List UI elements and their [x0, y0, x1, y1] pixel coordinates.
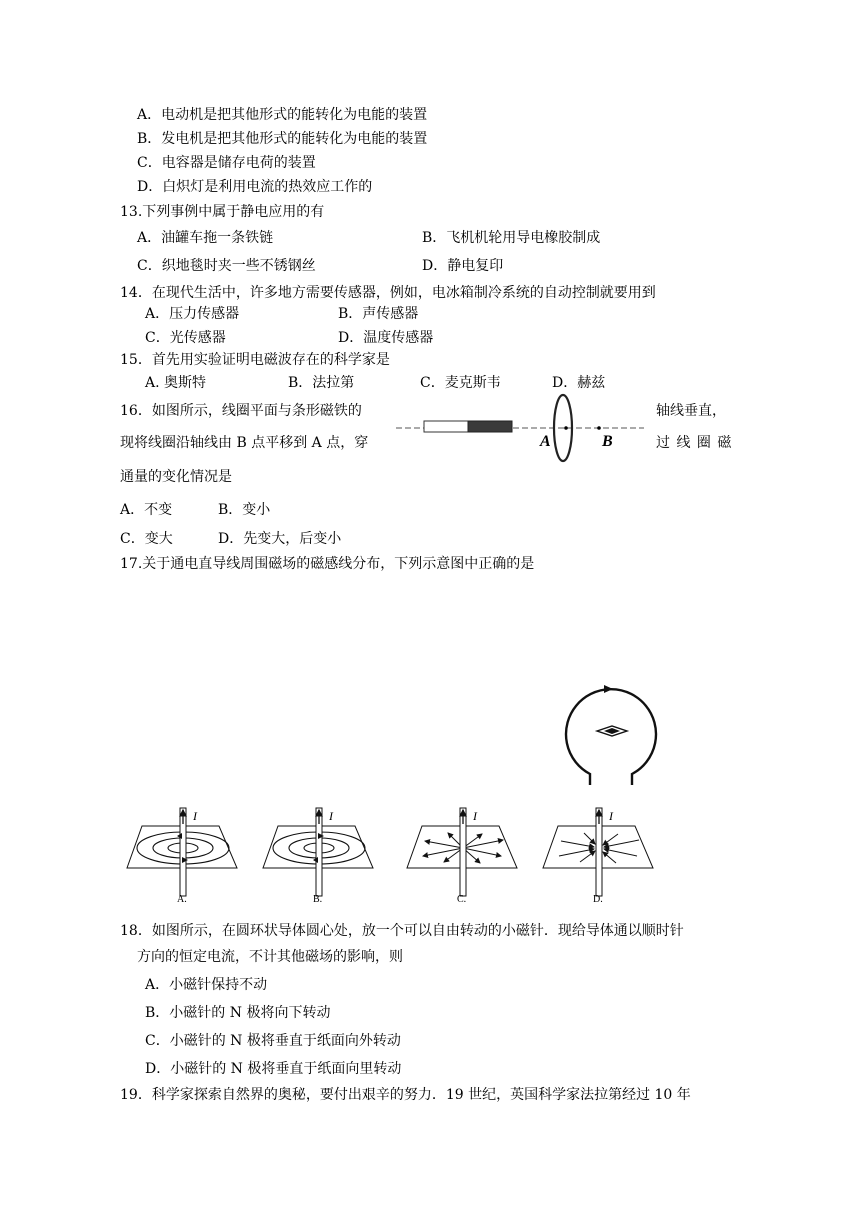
- q15-option-a: A. 奥斯特: [145, 375, 207, 391]
- current-label-a: I: [193, 809, 197, 823]
- label-b: B: [602, 433, 613, 450]
- q16-option-a: A．不变: [120, 502, 173, 518]
- q14-option-b: B．声传感器: [338, 306, 419, 322]
- point-b-dot: [597, 426, 601, 430]
- q16-option-c: C．变大: [120, 531, 173, 547]
- bar-magnet: [424, 421, 512, 432]
- q14-option-d: D．温度传感器: [338, 330, 434, 346]
- q17-figures: [120, 804, 740, 904]
- q17-stem: 17.关于通电直导线周围磁场的磁感线分布，下列示意图中正确的是: [120, 556, 535, 572]
- panel-label-a: A.: [177, 894, 187, 904]
- panel-label-b: B.: [313, 894, 323, 904]
- q16-stem-5: 通量的变化情况是: [120, 469, 232, 485]
- current-label-c: I: [473, 809, 477, 823]
- current-label-d: I: [609, 809, 613, 823]
- q15-option-c: C．麦克斯韦: [420, 375, 501, 391]
- panel-a: [127, 808, 237, 904]
- q12-option-c: C．电容器是储存电荷的装置: [137, 155, 316, 171]
- label-a: A: [540, 433, 551, 450]
- point-a-dot: [564, 426, 568, 430]
- q13-stem: 13.下列事例中属于静电应用的有: [120, 204, 325, 220]
- q15-stem: 15．首先用实验证明电磁波存在的科学家是: [120, 352, 390, 368]
- q15-option-d: D．赫兹: [552, 375, 606, 391]
- q14-stem: 14．在现代生活中，许多地方需要传感器，例如，电冰箱制冷系统的自动控制就要用到: [120, 285, 656, 301]
- q16-stem-4: 过 线 圈 磁: [656, 435, 733, 451]
- panel-label-d: D.: [593, 894, 603, 904]
- q12-option-b: B．发电机是把其他形式的能转化为电能的装置: [137, 131, 428, 147]
- q18-option-a: A．小磁针保持不动: [145, 977, 268, 993]
- panel-label-c: C.: [457, 894, 467, 904]
- ring-conductor: [566, 689, 656, 785]
- magnet-coil-figure: [394, 388, 646, 468]
- q12-option-d: D．白炽灯是利用电流的热效应工作的: [137, 179, 373, 195]
- q13-option-c: C．织地毯时夹一些不锈钢丝: [137, 258, 316, 274]
- q16-option-b: B．变小: [218, 502, 271, 518]
- q18-option-d: D．小磁针的 N 极将垂直于纸面向里转动: [145, 1061, 402, 1077]
- q19-stem: 19．科学家探索自然界的奥秘，要付出艰辛的努力．19 世纪，英国科学家法拉第经过 10 年: [120, 1087, 691, 1103]
- q16-stem-3: 现将线圈沿轴线由 B 点平移到 A 点，穿: [120, 435, 369, 451]
- q12-option-a: A．电动机是把其他形式的能转化为电能的装置: [137, 107, 428, 123]
- current-label-b: I: [329, 809, 333, 823]
- q16-stem-2: 轴线垂直，: [656, 403, 726, 419]
- q13-option-b: B．飞机机轮用导电橡胶制成: [422, 230, 601, 246]
- panel-b: [263, 808, 373, 904]
- q16-stem-1: 16．如图所示，线圈平面与条形磁铁的: [120, 403, 362, 419]
- ring-conductor-figure: [560, 684, 664, 788]
- q18-option-b: B．小磁针的 N 极将向下转动: [145, 1005, 331, 1021]
- q18-stem-2: 方向的恒定电流，不计其他磁场的影响，则: [137, 949, 403, 965]
- q13-option-a: A．油罐车拖一条铁链: [137, 230, 274, 246]
- current-direction-arrow: [604, 685, 613, 693]
- q18-option-c: C．小磁针的 N 极将垂直于纸面向外转动: [145, 1033, 401, 1049]
- panel-c: [407, 808, 517, 904]
- q14-option-c: C．光传感器: [145, 330, 226, 346]
- q16-option-d: D．先变大，后变小: [218, 531, 342, 547]
- q14-option-a: A．压力传感器: [145, 306, 240, 322]
- q18-stem-1: 18．如图所示，在圆环状导体圆心处，放一个可以自由转动的小磁针．现给导体通以顺时针: [120, 923, 684, 939]
- panel-d: [543, 808, 653, 904]
- q15-option-b: B．法拉第: [288, 375, 355, 391]
- q13-option-d: D．静电复印: [422, 258, 504, 274]
